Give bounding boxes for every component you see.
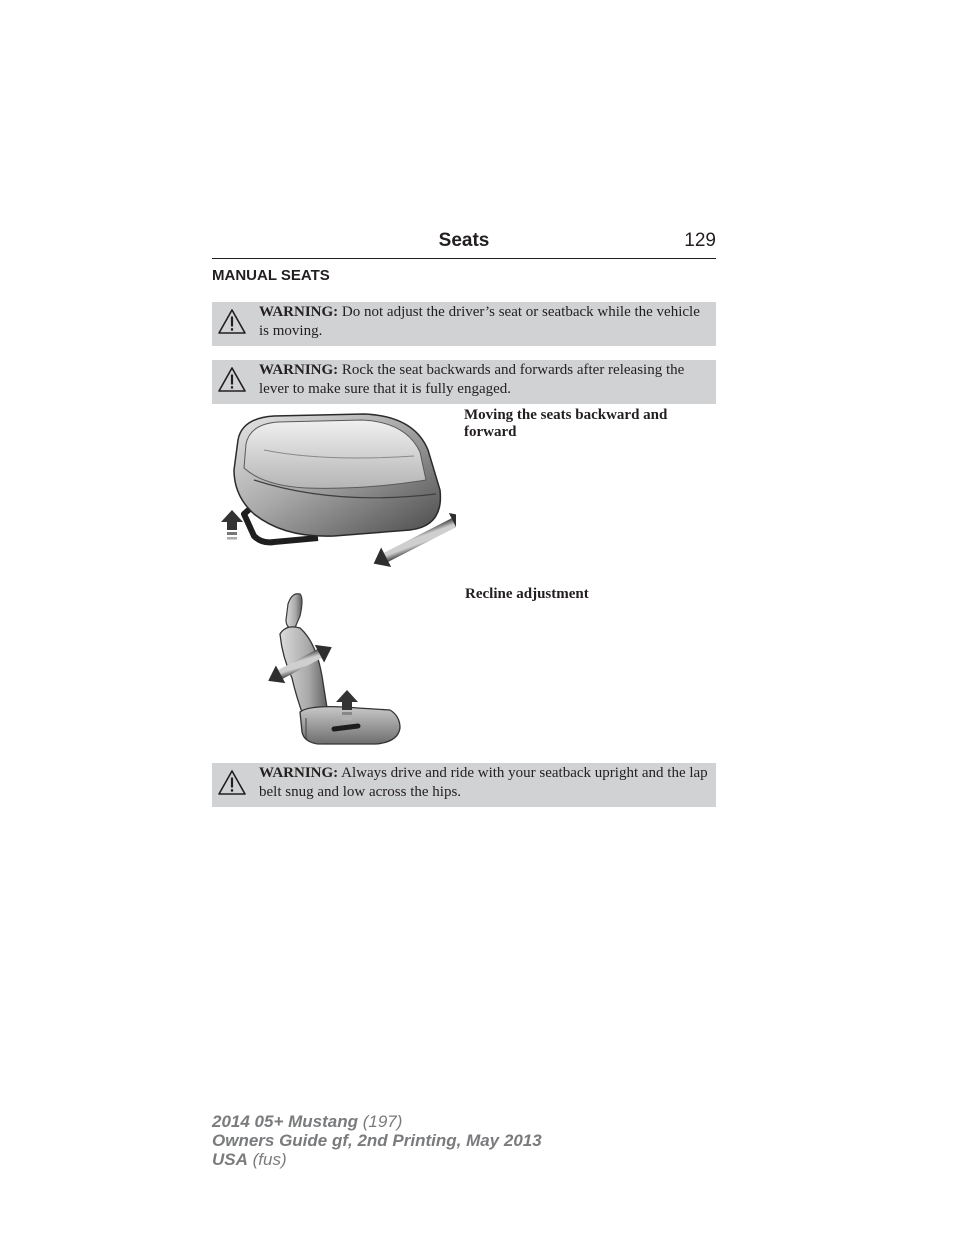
running-header	[212, 228, 716, 259]
footer-line-2: Owners Guide gf, 2nd Printing, May 2013	[212, 1131, 542, 1150]
page-number: 129	[684, 230, 716, 251]
warning-triangle-icon	[217, 769, 247, 796]
document-footer	[212, 1112, 542, 1169]
section-heading: MANUAL SEATS	[212, 267, 330, 284]
warning-triangle-icon	[217, 308, 247, 335]
figure-caption-fore-aft: Moving the seats backward and forward	[464, 407, 668, 440]
warning-box	[212, 302, 716, 346]
lift-arrow-icon	[221, 510, 243, 540]
warning-label: WARNING:	[259, 765, 339, 781]
warning-box	[212, 763, 716, 807]
warning-label: WARNING:	[259, 304, 339, 320]
warning-text: Rock the seat backwards and forwards after releasing the lever to make sure that it is fully engaged.	[259, 362, 685, 397]
section-title: Seats	[438, 230, 490, 251]
seat-fore-aft-illustration	[214, 410, 456, 570]
warning-label: WARNING:	[259, 362, 339, 378]
footer-line-3: USA (fus)	[212, 1150, 287, 1169]
warning-triangle-icon	[217, 366, 247, 393]
seat-recline-illustration	[266, 586, 408, 748]
warning-text: Always drive and ride with your seatback upright and the lap belt snug and low across the hips.	[259, 765, 708, 800]
figure-caption-recline: Recline adjustment	[465, 586, 589, 602]
footer-line-1: 2014 05+ Mustang (197)	[212, 1112, 403, 1131]
warning-text: Do not adjust the driver’s seat or seatback while the vehicle is moving.	[259, 304, 700, 339]
warning-box	[212, 360, 716, 404]
